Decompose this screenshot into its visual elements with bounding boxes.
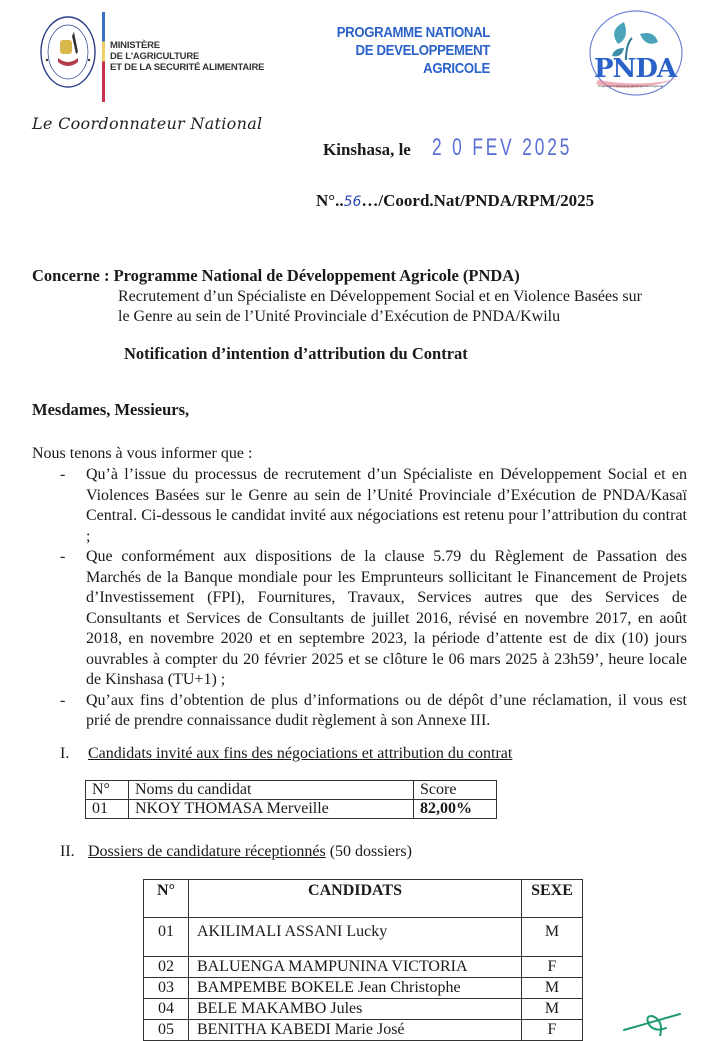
program-title-line: PROGRAMME NATIONAL (336, 24, 490, 41)
candidate-name: NKOY THOMASA Merveille (129, 800, 414, 819)
column-header: CANDIDATS (189, 880, 522, 918)
candidate-sex: M (522, 978, 583, 999)
ministry-line: ET DE LA SECURITÉ ALIMENTAIRE (110, 62, 265, 73)
subject-label: Concerne : (32, 266, 110, 285)
notice-text: Qu’à l’issue du processus de recrutement d’un Spécialiste en Développement Social et en Violences Basées sur le Genre au sein de l’Unité Provinciale d’Exécution de PNDA/Kasaï Central. Ci-dessous le candidat invité aux négociations est retenu pour l’attribution du contrat ; (86, 466, 687, 545)
program-title-line: DE DEVELOPPEMENT (355, 42, 490, 59)
candidate-score: 82,00% (414, 800, 497, 819)
candidate-sex: M (522, 999, 583, 1020)
column-header: SEXE (522, 880, 583, 918)
section-title: Candidats invité aux fins des négociations et attribution du contrat (88, 745, 513, 762)
reference-number (316, 191, 594, 211)
bullet-marker: - (60, 548, 66, 565)
pnda-logo (584, 8, 694, 98)
table-row (144, 918, 583, 957)
subject-heading (32, 266, 520, 286)
candidate-number: 03 (144, 978, 189, 999)
column-header: Noms du candidat (129, 781, 414, 800)
candidate-name: BENITHA KABEDI Marie José (189, 1020, 522, 1041)
section-numeral: II. (60, 843, 75, 860)
place-label: Kinshasa, le (323, 140, 411, 159)
dossier-count: (50 dossiers) (329, 843, 412, 860)
section-numeral: I. (60, 745, 70, 762)
flag-color-bar (102, 12, 105, 102)
notice-text: Qu’aux fins d’obtention de plus d’informations ou de dépôt d’une réclamation, il vous est prié de prendre connaissance dudit règlement à son Annexe III. (86, 691, 687, 729)
candidate-number: 01 (86, 800, 129, 819)
subject-line: Recrutement d’un Spécialiste en Développement Social et en Violence Basées sur (118, 288, 642, 305)
awarded-candidate-table (85, 780, 497, 819)
ministry-line: MINISTÈRE (110, 40, 160, 51)
candidate-number: 05 (144, 1020, 189, 1041)
column-header: Score (414, 781, 497, 800)
signatory-title: Le Coordonnateur National (32, 114, 263, 133)
column-header: N° (144, 880, 189, 918)
candidate-name: BALUENGA MAMPUNINA VICTORIA (189, 957, 522, 978)
intro-text: Nous tenons à vous informer que : (32, 445, 253, 462)
logo-subtitle: Programme National de Développement Agricole (598, 84, 664, 88)
column-header: N° (86, 781, 129, 800)
bullet-marker: - (60, 466, 66, 483)
reference-suffix: …/Coord.Nat/PNDA/RPM/2025 (361, 191, 595, 210)
notice-item (32, 691, 687, 732)
candidate-sex: F (522, 957, 583, 978)
candidate-number: 04 (144, 999, 189, 1020)
table-header-row (144, 880, 583, 918)
bullet-marker: - (60, 691, 66, 709)
salutation: Mesdames, Messieurs, (32, 400, 190, 419)
notice-text: Que conformément aux dispositions de la clause 5.79 du Règlement de Passation des Marchés de la Banque mondiale pour les Emprunteurs sollicitant le Financement de Projets d’Investissement (FPI), Fournitures, Travaux, Services autres que des Services de Consultants et Services de Consultants de juillet 2016, révisé en novembre 2017, en août 2018, en novembre 2020 et en septembre 2023, la période d’attente est de dix (10) jours ouvrables à compter du 20 février 2025 et se clôture le 06 mars 2025 à 23h59’, heure locale de Kinshasa (TU+1) ; (86, 548, 687, 688)
section-1-heading (60, 745, 512, 763)
applications-table (143, 879, 583, 1041)
notice-item (32, 465, 687, 547)
table-header-row (86, 781, 497, 800)
candidate-name: BELE MAKAMBO Jules (189, 999, 522, 1020)
table-row (144, 1020, 583, 1041)
table-row (144, 957, 583, 978)
table-row (86, 800, 497, 819)
notice-item (32, 547, 687, 691)
program-title (323, 24, 490, 78)
candidate-name: AKILIMALI ASSANI Lucky (189, 918, 522, 957)
program-title-line: AGRICOLE (423, 60, 490, 77)
subject-title: Programme National de Développement Agricole (PNDA) (113, 266, 520, 285)
coat-of-arms-emblem-icon (38, 14, 98, 90)
handwritten-initials-icon (620, 1000, 690, 1036)
reference-handwritten-number: 56 (343, 194, 362, 210)
subject-line: le Genre au sein de l’Unité Provinciale d’Exécution de PNDA/Kwilu (118, 308, 561, 325)
date-stamp: 2 0 FEV 2025 (432, 134, 573, 161)
table-row (144, 999, 583, 1020)
candidate-sex: F (522, 1020, 583, 1041)
notice-list (32, 465, 687, 732)
section-title: Dossiers de candidature réceptionnés (88, 843, 326, 860)
logo-acronym: PNDA (594, 54, 677, 84)
ministry-line: DE L'AGRICULTURE (110, 51, 200, 62)
section-2-heading (60, 843, 412, 861)
reference-prefix: N°.. (316, 191, 344, 210)
candidate-number: 02 (144, 957, 189, 978)
notification-title: Notification d’intention d’attribution du Contrat (124, 344, 468, 363)
table-row (144, 978, 583, 999)
candidate-name: BAMPEMBE BOKELE Jean Christophe (189, 978, 522, 999)
subject-details (118, 287, 642, 327)
ministry-name (110, 40, 264, 73)
candidate-sex: M (522, 918, 583, 957)
candidate-number: 01 (144, 918, 189, 957)
